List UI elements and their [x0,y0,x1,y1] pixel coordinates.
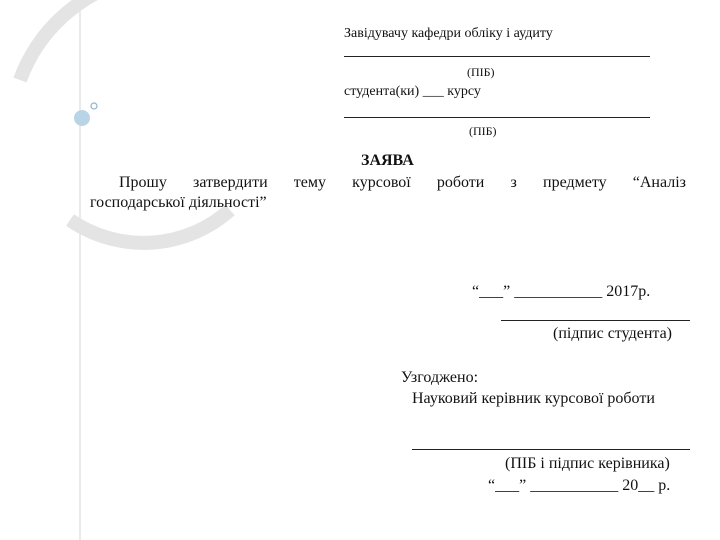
document-title: ЗАЯВА [361,152,414,169]
student-course-line: студента(ки) ___ курсу [344,84,481,99]
addressee: Завідувачу кафедри обліку і аудиту [344,26,553,41]
body-word: “Аналіз [632,174,686,191]
student-signature-line [501,320,690,321]
body-word: курсової [352,174,411,191]
body-line-2: господарської діяльності” [90,194,267,211]
body-word: предмету [543,174,607,191]
decorative-bubble-small [91,103,97,109]
body-line-1 [119,175,686,191]
fio-label-1: (ПІБ) [467,65,495,79]
body-word: затвердити [193,174,268,191]
agreed-label: Узгоджено: [401,369,479,386]
fio-line-2 [344,117,650,118]
supervisor-signature-line [412,449,690,450]
student-date-line: “___” ___________ 2017р. [472,283,651,300]
body-word: тему [293,174,327,191]
supervisor-label: Науковий керівник курсової роботи [412,390,655,407]
body-word: Прошу [119,174,167,191]
body-word: роботи [436,174,485,191]
supervisor-signature-label: (ПІБ і підпис керівника) [505,455,670,472]
fio-line-1 [344,56,650,57]
approval-date-line: “___” ___________ 20__ р. [488,477,671,494]
decorative-bubble-large [74,110,90,126]
body-word: з [510,174,517,191]
student-signature-label: (підпис студента) [553,325,672,342]
fio-label-2: (ПІБ) [469,124,497,138]
